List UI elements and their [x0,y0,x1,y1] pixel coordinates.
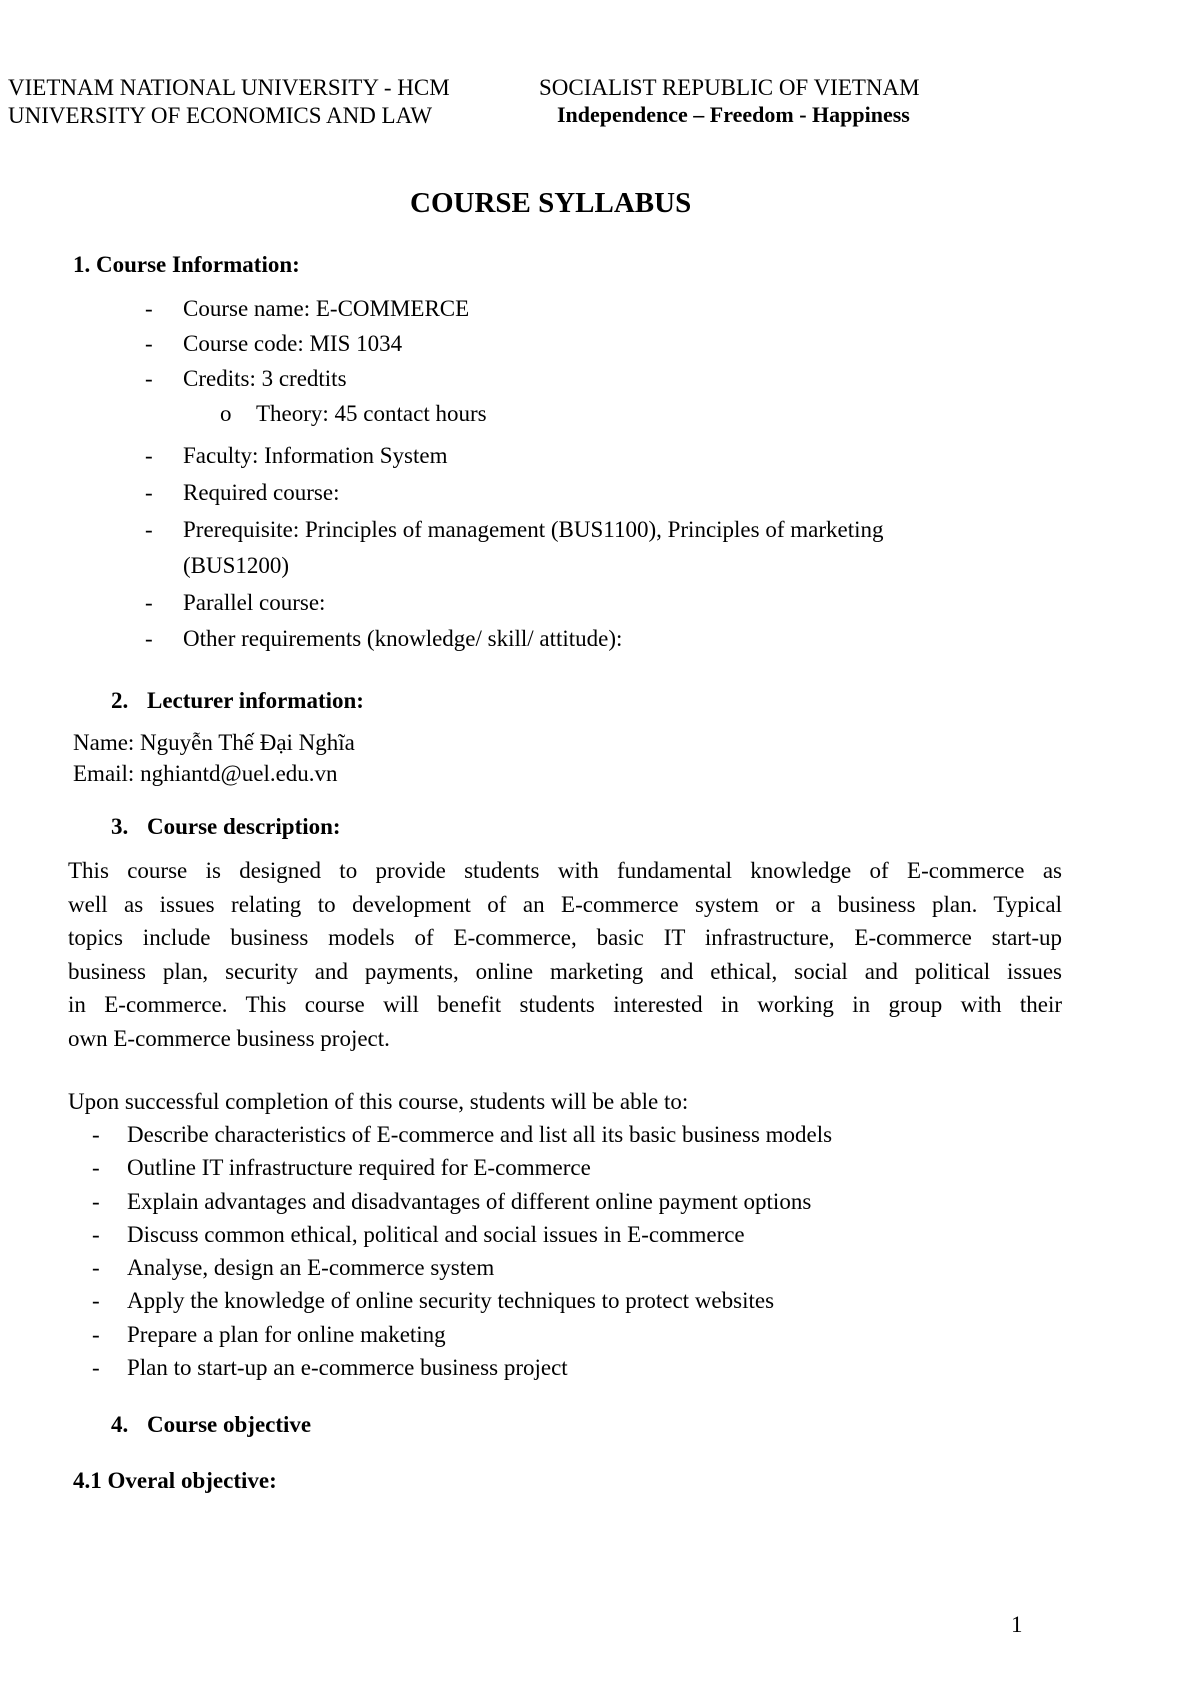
description-line: topics include business models of E-commerce, basic IT infrastructure, E-commerce start-up [68,925,1062,950]
bullet-dash: - [92,1155,100,1180]
description-line: own E-commerce business project. [68,1025,390,1051]
prerequisite: Prerequisite: Principles of management (BUS1100), Principles of marketing [183,517,884,542]
page-number: 1 [1011,1612,1023,1637]
course-name: Course name: E-COMMERCE [183,296,470,321]
bullet-dash: - [92,1122,100,1147]
header-left-line1: VIETNAM NATIONAL UNIVERSITY - HCM [8,75,450,100]
header-left-line2: UNIVERSITY OF ECONOMICS AND LAW [8,103,433,128]
section4-number: 4. [111,1412,129,1437]
prerequisite-cont: (BUS1200) [183,553,290,578]
lecturer-email: Email: nghiantd@uel.edu.vn [73,761,338,786]
bullet-dash: - [145,331,153,356]
lecturer-name: Name: Nguyễn Thế Đại Nghĩa [73,730,355,755]
section4-1-heading: 4.1 Overal objective: [73,1468,277,1493]
description-line: This course is designed to provide students with fundamental knowledge of E-commerce as [68,858,1062,883]
bullet-dash: - [92,1255,100,1280]
faculty: Faculty: Information System [183,443,448,468]
bullet-dash: - [92,1355,100,1380]
outcome-item: Plan to start-up an e-commerce business project [127,1355,568,1380]
bullet-dash: - [92,1222,100,1247]
outcome-item: Discuss common ethical, political and social issues in E-commerce [127,1222,745,1247]
bullet-dash: - [145,517,153,542]
credits: Credits: 3 credtits [183,366,347,391]
bullet-dash: - [145,366,153,391]
parallel-course: Parallel course: [183,590,326,615]
description-line: in E-commerce. This course will benefit students interested in working in group with their [68,992,1062,1017]
section3-heading: Course description: [147,814,341,839]
outcomes-intro: Upon successful completion of this course, students will be able to: [68,1089,689,1114]
outcome-item: Prepare a plan for online maketing [127,1322,446,1347]
bullet-dash: - [145,590,153,615]
section2-number: 2. [111,688,129,713]
section1-heading: 1. Course Information: [73,252,300,277]
outcome-item: Apply the knowledge of online security techniques to protect websites [127,1288,775,1313]
required-course: Required course: [183,480,340,505]
section2-heading: Lecturer information: [147,688,364,713]
course-description [68,854,1062,1055]
outcome-item: Explain advantages and disadvantages of different online payment options [127,1189,812,1214]
page-title: COURSE SYLLABUS [410,187,692,219]
other-requirements: Other requirements (knowledge/ skill/ attitude): [183,626,623,651]
bullet-dash: - [92,1288,100,1313]
outcome-item: Outline IT infrastructure required for E-commerce [127,1155,591,1180]
bullet-dash: - [145,443,153,468]
section3-number: 3. [111,814,129,839]
bullet-dash: - [92,1322,100,1347]
description-line: business plan, security and payments, online marketing and ethical, social and political issues [68,958,1062,984]
header-right-line1: SOCIALIST REPUBLIC OF VIETNAM [539,75,920,100]
header-right-line2: Independence – Freedom - Happiness [557,102,910,127]
section4-heading: Course objective [147,1412,312,1437]
sub-bullet: o [220,401,232,426]
bullet-dash: - [92,1189,100,1214]
outcome-item: Analyse, design an E-commerce system [127,1255,495,1280]
bullet-dash: - [145,296,153,321]
theory-hours: Theory: 45 contact hours [256,401,487,426]
description-line: well as issues relating to development of an E-commerce system or a business plan. Typical [68,891,1062,917]
bullet-dash: - [145,626,153,651]
course-code: Course code: MIS 1034 [183,331,403,356]
bullet-dash: - [145,480,153,505]
outcome-item: Describe characteristics of E-commerce and list all its basic business models [127,1122,833,1147]
